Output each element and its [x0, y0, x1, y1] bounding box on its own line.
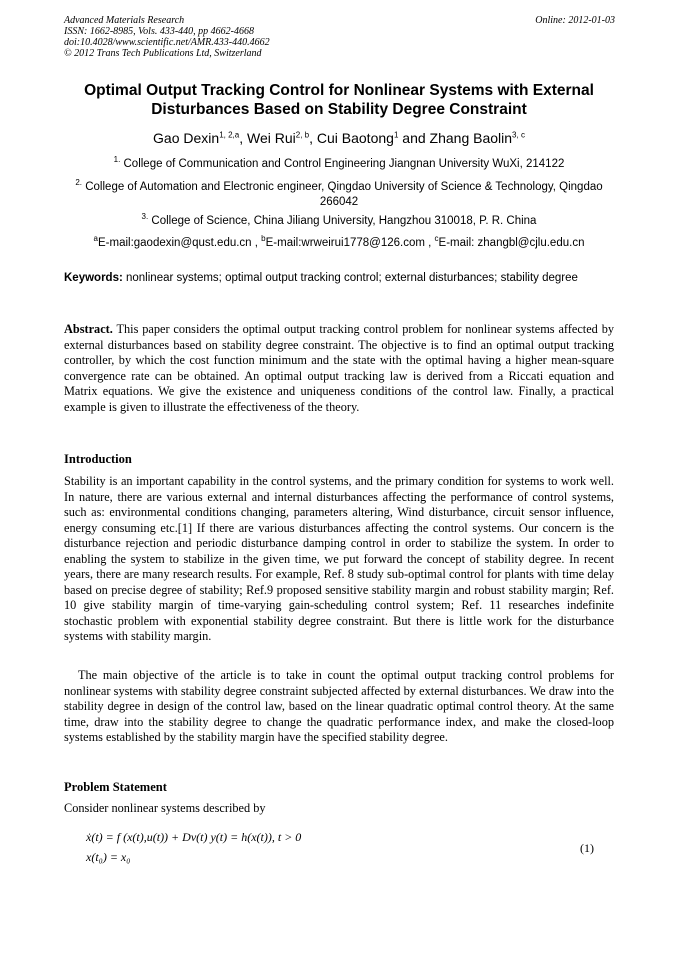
author-superscript: 1, 2,a: [219, 130, 240, 140]
affiliation-3: $^{3.}$ College of Science, China Jiliang University, Hangzhou 310018, P. R. China: [141, 212, 537, 227]
journal-name: Advanced Materials Research: [64, 15, 185, 26]
doi-line: doi:10.4028/www.scientific.net/AMR.433-440.4662: [64, 37, 270, 48]
affiliation-1: $^{1.}$ College of Communication and Control Engineering Jiangnan University WuXi, 214122: [113, 155, 565, 170]
author-superscript: 1: [393, 130, 399, 140]
author-name: Gao Dexin: [153, 130, 220, 146]
author-name: Cui Baotong: [316, 130, 394, 146]
paper-title: Optimal Output Tracking Control for Nonlinear Systems with External Disturbances Based on Stability Degree Constraint: [84, 82, 594, 118]
equation-number: (1): [580, 841, 594, 855]
email-a: E-mail:gaodexin@qust.edu.cn ,: [97, 237, 258, 249]
affiliation-mark: 1.: [113, 155, 121, 165]
problem-statement-text: Consider nonlinear systems described by: [64, 801, 266, 815]
abstract-label: Abstract.: [64, 322, 113, 336]
author-superscript: 3, c: [512, 130, 525, 140]
introduction-heading: Introduction: [64, 452, 132, 466]
introduction-paragraph-1: Stability is an important capability in the control systems, and the primary condition for systems to work well. In nature, there are various external and internal disturbances affecting the performance of control systems, such as: environmental conditions changing, parameters altering, Wind disturbance, circuit sensor influence, energy consuming etc.[1] If there are various disturbances affecting the control systems. Our concern is the disturbance rejection and periodic disturbance damping control in order to stabilize the system. In order to enabling the system to stabilize in the given time, we put forward the concept of stability degree. In recent years, there are many research results. For example, Ref. 8 study sub-optimal control for plants with time delay based on precise degree of stability; Ref.9 proposed sensitive stability margin and robust stability margin; Ref. 10 give stability margin of time-varying gain-scheduling control system; Ref. 11 researches indefinite stochastic problem with exponential stability degree constraint. But there is little work for the disturbance systems with stability margin.: [64, 474, 614, 643]
problem-statement-heading: Problem Statement: [64, 780, 167, 794]
introduction-paragraph-2: The main objective of the article is to take in count the optimal output tracking control problems for nonlinear systems with stability degree constraint subjected affected by external disturbances. We draw into the stability degree in design of the control law, based on the linear quadratic optimal control theory. At the same time, draw into the stability degree to change the quadratic performance index, and make the closed-loop systems established by the stability margin have the specified stability degree.: [64, 668, 614, 744]
copyright-line: © 2012 Trans Tech Publications Ltd, Switzerland: [64, 48, 262, 59]
online-date: Online: 2012-01-03: [535, 15, 615, 26]
abstract-text: This paper considers the optimal output tracking control problem for nonlinear systems affected by external disturbances based on stability degree constraint. The objective is to find an optimal output tracking controller, by which the cost function minimum and the state with the optimal having a higher mean-square convergence rate can be obtained. An optimal output tracking law is derived from a Riccati equation and Matrix equations. We give the existence and uniqueness conditions of the control law. Finally, a practical example is given to illustrate the effectiveness of the theory.: [64, 322, 614, 414]
affiliation-mark: 2.: [75, 178, 83, 188]
journal-header: [64, 15, 270, 59]
affiliation-2: $^{2.}$ College of Automation and Electronic engineer, Qingdao University of Science & Technology, Qingdao 266042: [75, 178, 603, 208]
keywords: [64, 271, 614, 286]
author-superscript: 2, b: [295, 130, 310, 140]
keywords-label: Keywords:: [64, 272, 123, 284]
keywords-text: nonlinear systems; optimal output tracking control; external disturbances; stability degree: [126, 272, 578, 284]
email-b: E-mail:wrweirui1778@126.com ,: [265, 237, 432, 249]
affiliation-mark: 3.: [141, 212, 149, 222]
author-name: Wei Rui: [246, 130, 296, 146]
author-list: Gao Dexin$^{1, 2,a}$, Wei Rui$^{2, b}$, Cui Baotong$^1$ and Zhang Baolin$^{3, c}$: [153, 130, 525, 146]
email-line: $^a$E-mail:gaodexin@qust.edu.cn , $^b$E-mail:wrweirui1778@126.com , $^c$E-mail: zhangbl@cjlu.edu.cn: [93, 234, 585, 249]
issn-line: ISSN: 1662-8985, Vols. 433-440, pp 4662-4668: [64, 26, 254, 37]
abstract: [64, 322, 614, 415]
equation-line-1: ẋ(t) = f (x(t),u(t)) + Dv(t) y(t) = h(x(t)), t > 0: [86, 830, 302, 844]
email-c: E-mail: zhangbl@cjlu.edu.cn: [438, 237, 585, 249]
author-name: Zhang Baolin: [429, 130, 513, 146]
equation-line-2: x(t₀) = x₀: [86, 850, 131, 864]
